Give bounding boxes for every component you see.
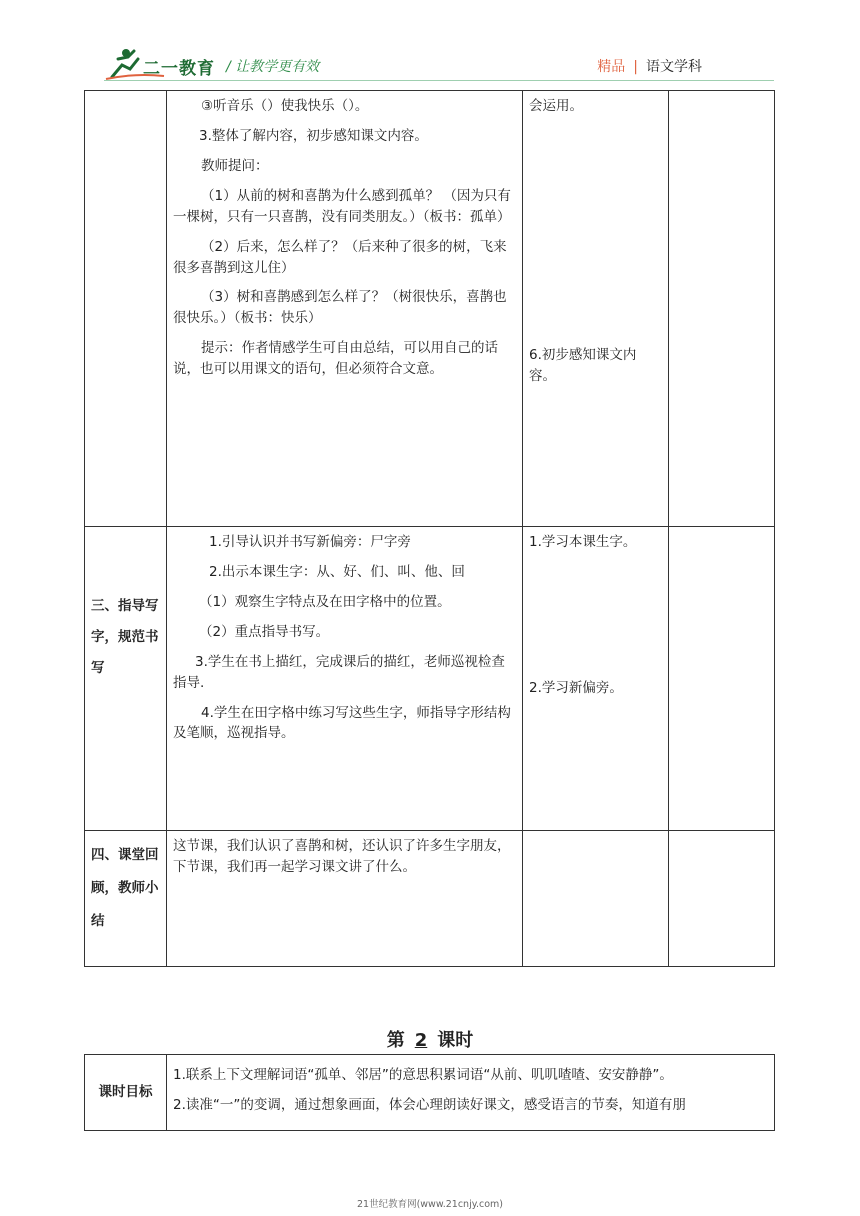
content-line: （3）树和喜鹊感到怎么样了？（树很快乐，喜鹊也很快乐。）（板书：快乐） xyxy=(173,289,507,327)
lesson-goals-table xyxy=(84,1054,775,1131)
content-line: 这节课，我们认识了喜鹊和树，还认识了许多生字朋友，下节课，我们再一起学习课文讲了什么。 xyxy=(173,838,511,875)
intent-line: 2.学习新偏旁。 xyxy=(529,679,623,696)
header-tags xyxy=(597,56,702,76)
notes-cell xyxy=(669,91,775,527)
intent-line: 6.初步感知课文内容。 xyxy=(529,346,637,384)
slogan: / 让教学更有效 xyxy=(226,59,320,75)
content-line: 教师提问： xyxy=(201,157,269,174)
lesson-title xyxy=(0,1026,860,1052)
goals-label: 课时目标 xyxy=(85,1055,167,1131)
teaching-content-cell xyxy=(167,527,523,831)
page-header xyxy=(0,0,860,90)
goals-content-cell xyxy=(167,1055,775,1131)
content-line: （1）从前的树和喜鹊为什么感到孤单？ （因为只有一棵树，只有一只喜鹊，没有同类朋友。）（板书：孤单） xyxy=(173,187,511,225)
teaching-content-cell xyxy=(167,831,523,967)
teaching-content-cell xyxy=(167,91,523,527)
intent-line: 1.学习本课生字。 xyxy=(529,534,637,550)
design-intent-cell xyxy=(523,91,669,527)
content-line: 4.学生在田字格中练习写这些生字，师指导字形结构及笔顺，巡视指导。 xyxy=(173,704,511,742)
content-line: 1.引导认识并书写新偏旁：尸字旁 xyxy=(209,534,411,550)
subject-label: 语文学科 xyxy=(646,59,702,75)
notes-cell xyxy=(669,831,775,967)
table-row xyxy=(85,91,775,527)
design-intent-cell xyxy=(523,527,669,831)
logo-text: 二一教育 xyxy=(143,59,215,79)
content-line: 2.出示本课生字：从、好、们、叫、他、回 xyxy=(209,563,465,580)
step-heading: 四、课堂回顾，教师小结 xyxy=(85,831,167,967)
tag-separator: | xyxy=(633,59,638,75)
goal-line: 2.读准“一”的变调，通过想象画面，体会心理朗读好课文，感受语言的节奏，知道有朋 xyxy=(173,1097,686,1113)
content-line: （1）观察生字特点及在田字格中的位置。 xyxy=(199,593,451,610)
notes-cell xyxy=(669,527,775,831)
content-line: 3.整体了解内容，初步感知课文内容。 xyxy=(199,127,428,144)
page-footer: 21世纪教育网(www.21cnjy.com) xyxy=(356,1199,503,1210)
lesson-prefix: 第 xyxy=(386,1030,405,1051)
table-row xyxy=(85,527,775,831)
lesson-suffix: 课时 xyxy=(437,1030,474,1051)
content-line: 提示：作者情感学生可自由总结，可以用自己的话说，也可以用课文的语句，但必须符合文意。 xyxy=(173,340,498,378)
content-line: 3.学生在书上描红，完成课后的描红，老师巡视检查指导. xyxy=(173,653,505,691)
lesson-number: 2 xyxy=(414,1030,428,1051)
lesson-plan-table xyxy=(84,90,775,967)
table-row xyxy=(85,831,775,967)
step-heading: 三、指导写字，规范书写 xyxy=(85,527,167,831)
table-row xyxy=(85,1055,775,1131)
content-line: （2）重点指导书写。 xyxy=(199,623,330,640)
content-line: （2）后来，怎么样了？（后来种了很多的树，飞来很多喜鹊到这儿住） xyxy=(173,238,507,276)
goal-line: 1.联系上下文理解词语“孤单、邻居”的意思积累词语“从前、叽叽喳喳、安安静静”。 xyxy=(173,1067,673,1083)
content-line: ③听音乐（）使我快乐（）。 xyxy=(201,98,369,114)
design-intent-cell xyxy=(523,831,669,967)
step-cell xyxy=(85,91,167,527)
premium-label: 精品 xyxy=(597,59,626,75)
header-divider xyxy=(104,80,774,81)
intent-line: 会运用。 xyxy=(529,98,583,114)
